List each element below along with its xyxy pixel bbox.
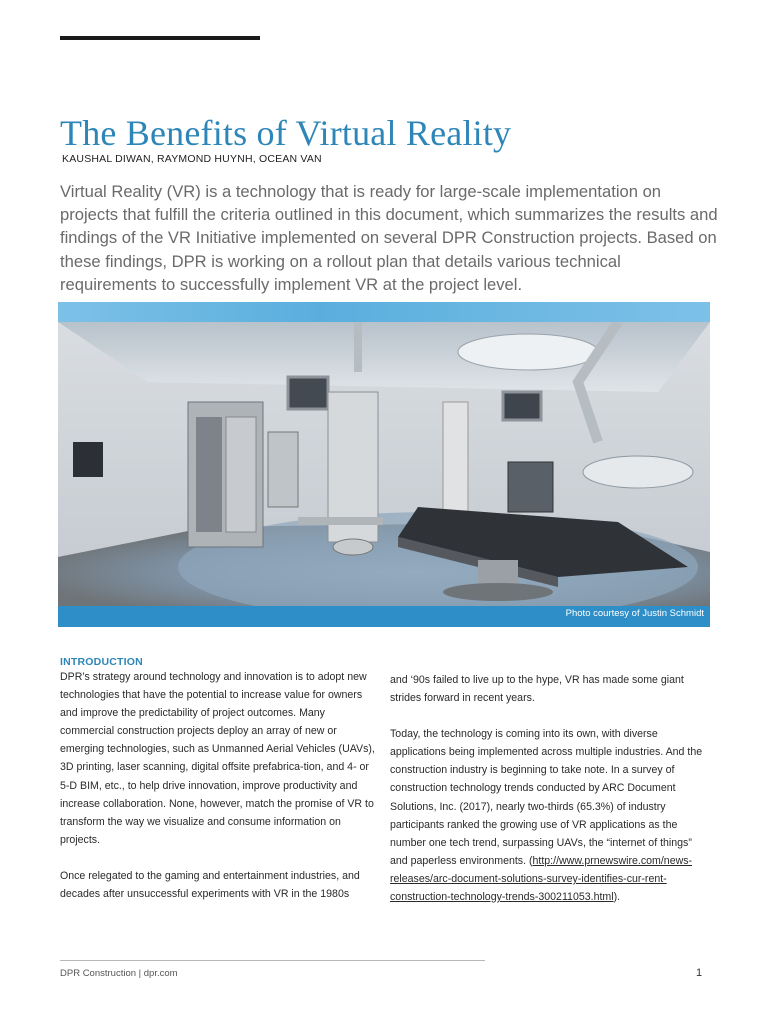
page-number: 1 (696, 967, 703, 979)
survey-text: Today, the technology is coming into its own, with diverse applications being implemented across multiple industries. And the construction industry is beginning to take note. In a survey of construction technology trends conducted by ARC Document Solutions, Inc. (2017), nearly two-thirds (65.3%) of industry participants ranked the growing use of VR applications as the number one tech trend, surpassing UAVs, the “internet of things” and paperless environments. ( (390, 728, 703, 867)
survey-text-end: ). (613, 891, 621, 904)
right-column (390, 671, 710, 924)
summary-paragraph: Virtual Reality (VR) is a technology that is ready for large-scale implementation on projects that fulfill the criteria outlined in this document, which summarizes the results and findings of the VR Initiative implemented on several DPR Construction projects. Based on these findings, DPR is working on a rollout plan that details various technical requirements to successfully implement VR at the project level. (60, 182, 718, 294)
intro-paragraph-1: DPR’s strategy around technology and innovation is to adopt new technologies that have the potential to increase value for owners and improve the predictability of project outcomes. Many commercial construction projects deploy an array of new or emerging technologies, such as Unmanned Aerial Vehicles (UAVs), 3D printing, laser scanning, digital offsite prefabrica-tion, and 4- or 5-D BIM, etc., to help drive innovation, improve productivity and increase collaboration. None, however, match the promise of VR to transform the way we visualize and consume information on projects. (60, 671, 375, 846)
document-title: The Benefits of Virtual Reality (60, 113, 512, 153)
footer-rule (60, 960, 485, 961)
top-rule (60, 36, 260, 40)
intro-paragraph-2: Once relegated to the gaming and entertainment industries, and decades after unsuccessful experiments with VR in the 1980s (60, 869, 360, 901)
left-column (60, 668, 376, 921)
section-heading-introduction: INTRODUCTION (60, 656, 143, 668)
operating-room-photo (58, 322, 710, 606)
intro-paragraph-3: and ‘90s failed to live up to the hype, VR has made some giant strides forward in recent years. (390, 674, 684, 705)
photo-credit: Photo courtesy of Justin Schmidt (58, 606, 710, 627)
authors: KAUSHAL DIWAN, RAYMOND HUYNH, OCEAN VAN (62, 153, 322, 165)
footer-source: DPR Construction | dpr.com (60, 968, 178, 979)
prnewswire-link[interactable]: http://www.prnewswire.com/news-releases/arc-document-solutions-survey-identifies-cur-rent-construction-technology-trends-300211053.html (390, 854, 693, 904)
intro-paragraph-4 (390, 725, 710, 906)
